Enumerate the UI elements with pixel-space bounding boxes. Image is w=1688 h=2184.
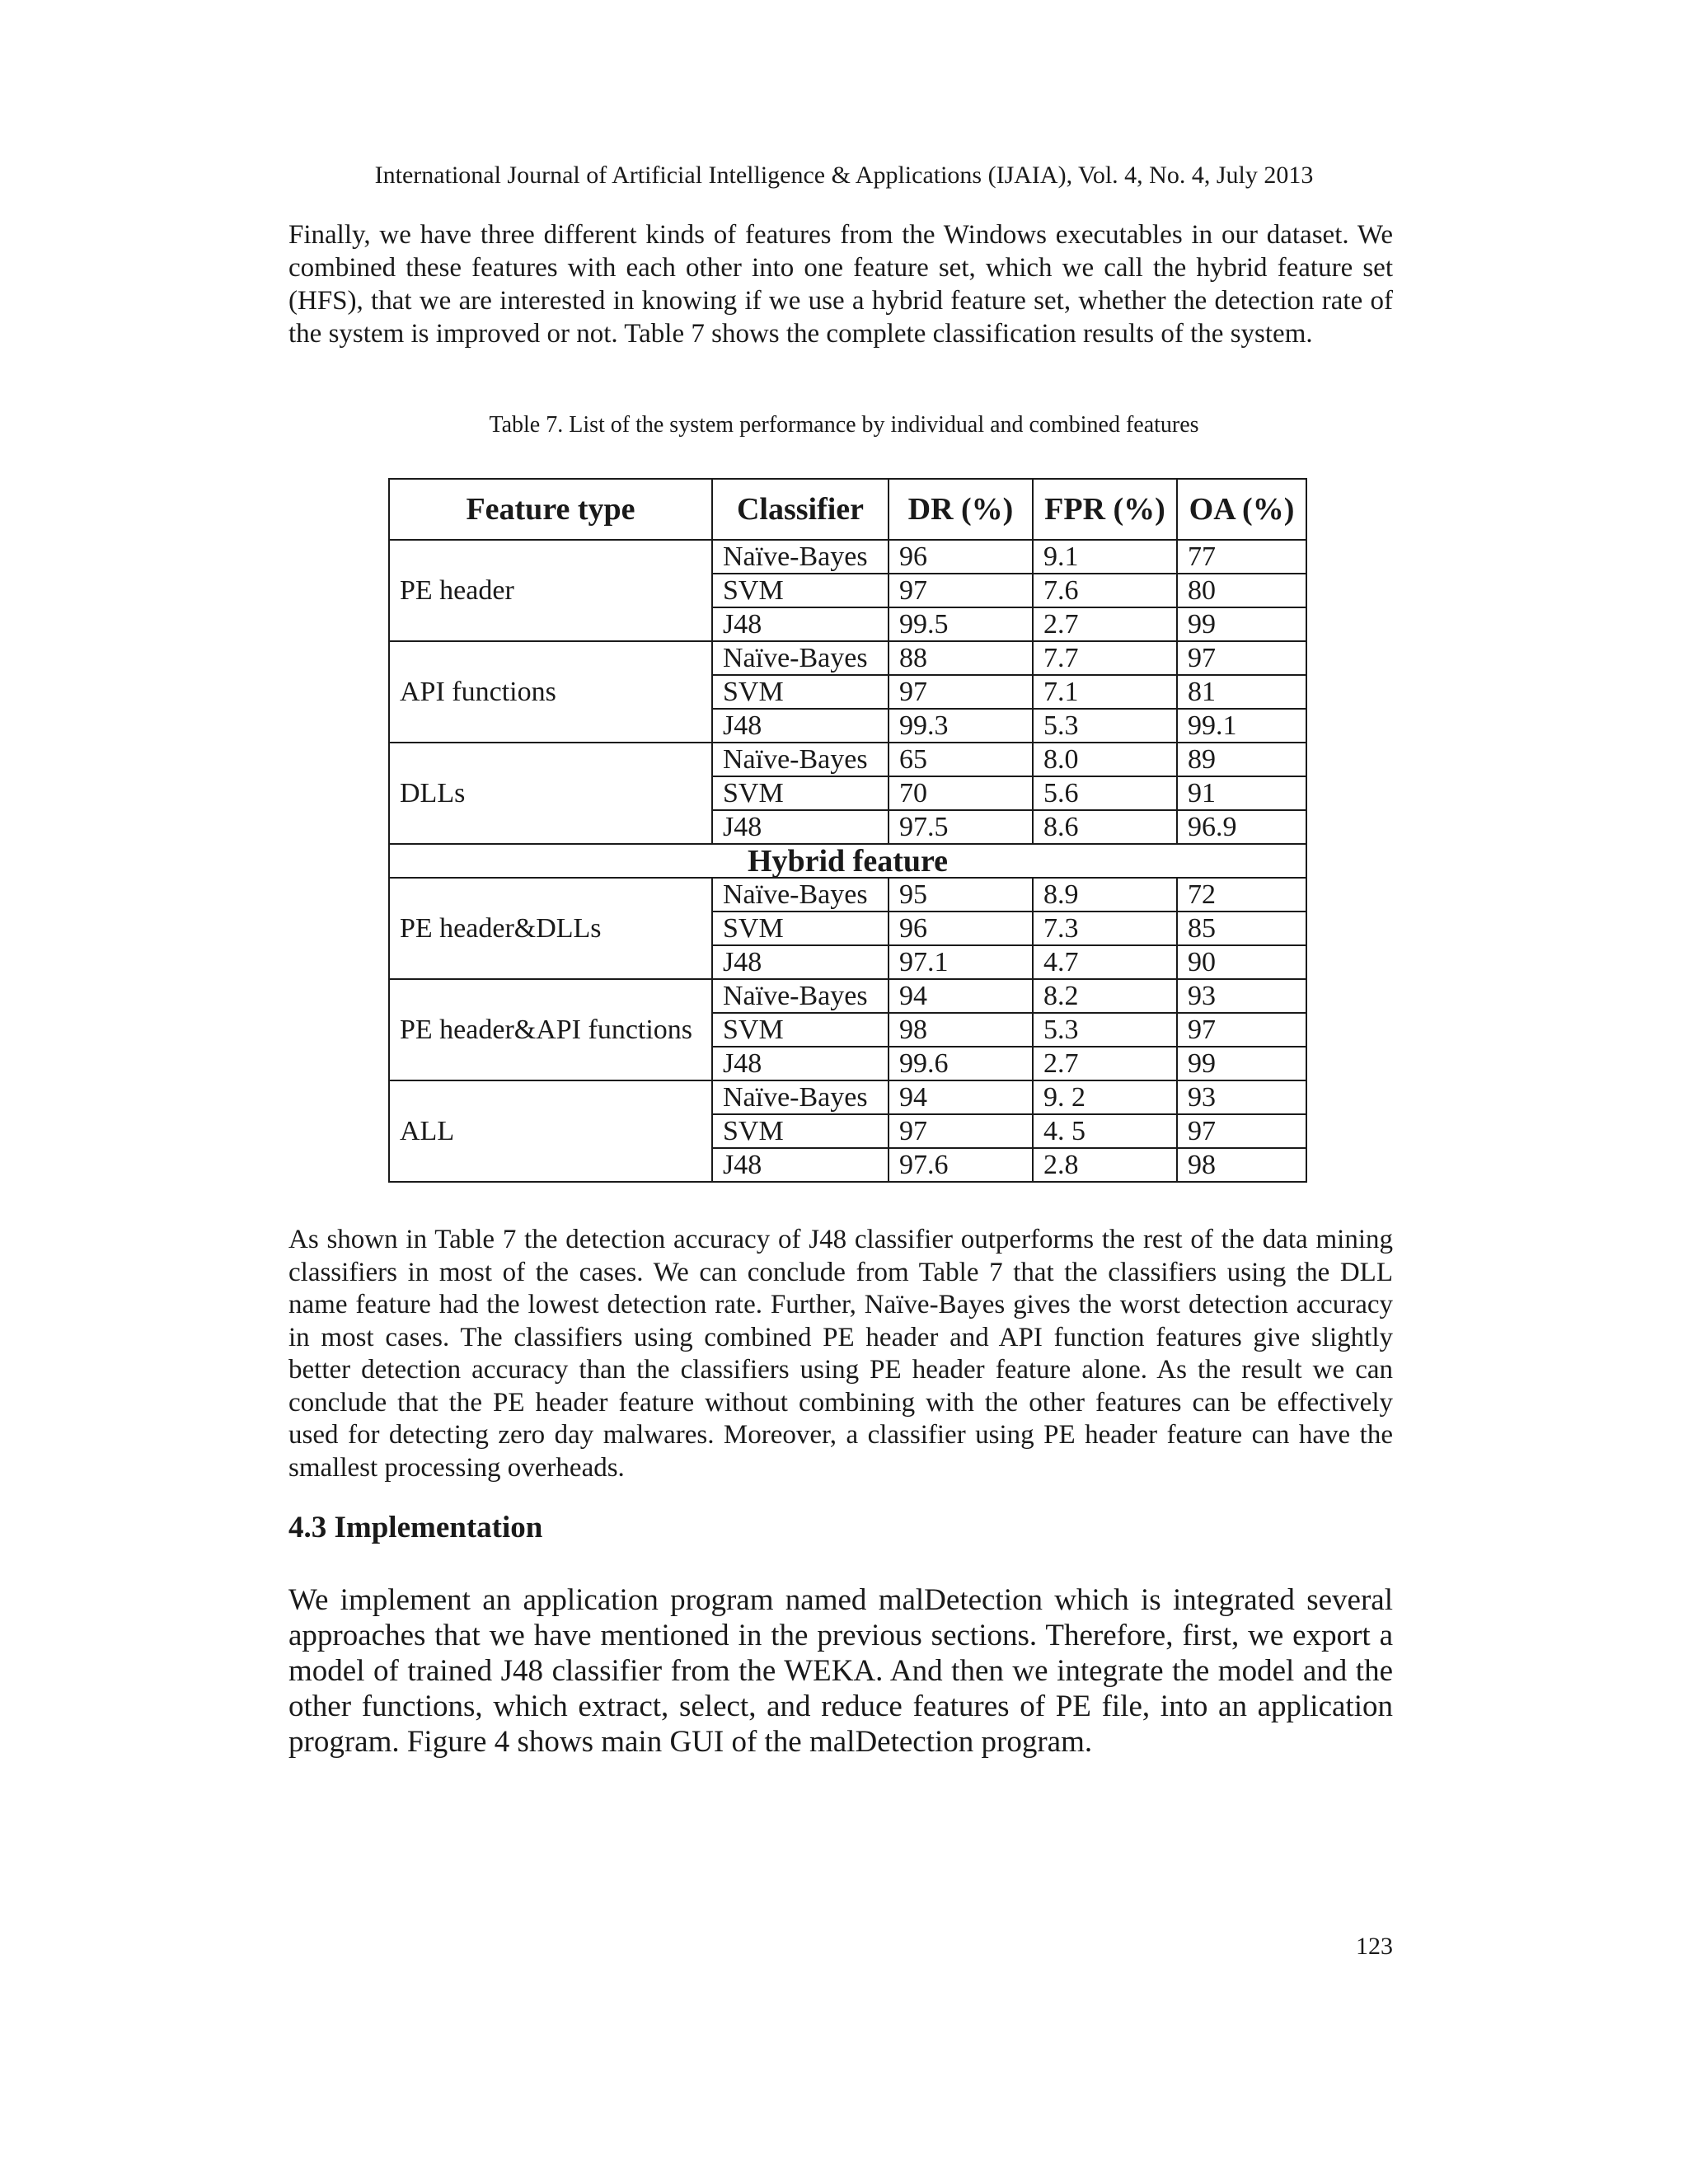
- feature-type-cell: DLLs: [389, 743, 712, 844]
- fpr-cell: 2.7: [1033, 607, 1177, 641]
- oa-cell: 99.1: [1177, 709, 1306, 743]
- classifier-cell: SVM: [712, 1013, 889, 1047]
- fpr-cell: 7.6: [1033, 574, 1177, 607]
- feature-type-cell: PE header&DLLs: [389, 878, 712, 979]
- oa-cell: 98: [1177, 1148, 1306, 1182]
- feature-type-cell: ALL: [389, 1080, 712, 1182]
- oa-cell: 72: [1177, 878, 1306, 912]
- table-row: [389, 878, 1306, 912]
- oa-cell: 91: [1177, 776, 1306, 810]
- fpr-cell: 8.9: [1033, 878, 1177, 912]
- dr-cell: 97.5: [889, 810, 1033, 844]
- hybrid-section-row: [389, 844, 1306, 878]
- fpr-cell: 4.7: [1033, 945, 1177, 979]
- fpr-cell: 5.3: [1033, 1013, 1177, 1047]
- fpr-cell: 2.7: [1033, 1047, 1177, 1080]
- classifier-cell: Naïve-Bayes: [712, 878, 889, 912]
- dr-cell: 97.6: [889, 1148, 1033, 1182]
- classifier-cell: SVM: [712, 1114, 889, 1148]
- classifier-cell: J48: [712, 1047, 889, 1080]
- intro-paragraph: Finally, we have three different kinds of features from the Windows executables in our dataset. We combined these features with each other into one feature set, which we call the hybrid feature set (HFS), that we are interested in knowing if we use a hybrid feature set, whether the detection rate of the system is improved or not. Table 7 shows the complete classification results of the system.: [288, 220, 1393, 349]
- fpr-cell: 7.1: [1033, 675, 1177, 709]
- feature-type-cell: API functions: [389, 641, 712, 743]
- classifier-cell: SVM: [712, 574, 889, 607]
- classifier-cell: J48: [712, 607, 889, 641]
- classifier-cell: Naïve-Bayes: [712, 1080, 889, 1114]
- classifier-cell: J48: [712, 709, 889, 743]
- header-fpr: FPR (%): [1033, 479, 1177, 540]
- table-row: [389, 641, 1306, 675]
- dr-cell: 88: [889, 641, 1033, 675]
- header-oa: OA (%): [1177, 479, 1306, 540]
- fpr-cell: 5.3: [1033, 709, 1177, 743]
- oa-cell: 99: [1177, 1047, 1306, 1080]
- classifier-cell: Naïve-Bayes: [712, 743, 889, 776]
- oa-cell: 81: [1177, 675, 1306, 709]
- fpr-cell: 9. 2: [1033, 1080, 1177, 1114]
- dr-cell: 99.3: [889, 709, 1033, 743]
- hybrid-section-label: Hybrid feature: [389, 844, 1306, 878]
- classifier-cell: Naïve-Bayes: [712, 540, 889, 574]
- oa-cell: 93: [1177, 1080, 1306, 1114]
- dr-cell: 96: [889, 912, 1033, 945]
- classifier-cell: SVM: [712, 912, 889, 945]
- fpr-cell: 2.8: [1033, 1148, 1177, 1182]
- classifier-cell: Naïve-Bayes: [712, 979, 889, 1013]
- dr-cell: 70: [889, 776, 1033, 810]
- dr-cell: 65: [889, 743, 1033, 776]
- oa-cell: 96.9: [1177, 810, 1306, 844]
- dr-cell: 95: [889, 878, 1033, 912]
- page-number: 123: [1356, 1933, 1393, 1960]
- classifier-cell: J48: [712, 1148, 889, 1182]
- oa-cell: 85: [1177, 912, 1306, 945]
- classifier-cell: SVM: [712, 776, 889, 810]
- fpr-cell: 7.3: [1033, 912, 1177, 945]
- oa-cell: 93: [1177, 979, 1306, 1013]
- implementation-paragraph: We implement an application program named malDetection which is integrated several approaches that we have mentioned in the previous sections. Therefore, first, we export a model of trained J48 classifier from the WEKA. And then we integrate the model and the other functions, which extract, select, and reduce features of PE file, into an application program. Figure 4 shows main GUI of the malDetection program.: [288, 1583, 1393, 1759]
- section-heading: 4.3 Implementation: [288, 1511, 543, 1544]
- dr-cell: 97: [889, 1114, 1033, 1148]
- dr-cell: 99.6: [889, 1047, 1033, 1080]
- oa-cell: 77: [1177, 540, 1306, 574]
- fpr-cell: 8.0: [1033, 743, 1177, 776]
- fpr-cell: 4. 5: [1033, 1114, 1177, 1148]
- results-table: [388, 478, 1307, 1183]
- table-header-row: [389, 479, 1306, 540]
- classifier-cell: Naïve-Bayes: [712, 641, 889, 675]
- dr-cell: 97.1: [889, 945, 1033, 979]
- table-row: [389, 540, 1306, 574]
- header-dr: DR (%): [889, 479, 1033, 540]
- dr-cell: 94: [889, 1080, 1033, 1114]
- dr-cell: 96: [889, 540, 1033, 574]
- oa-cell: 97: [1177, 641, 1306, 675]
- table-body: [389, 540, 1306, 1182]
- running-header: International Journal of Artificial Intelligence & Applications (IJAIA), Vol. 4, No. 4, July 2013: [374, 162, 1314, 189]
- dr-cell: 98: [889, 1013, 1033, 1047]
- classifier-cell: J48: [712, 810, 889, 844]
- oa-cell: 99: [1177, 607, 1306, 641]
- table-caption: Table 7. List of the system performance by individual and combined features: [489, 412, 1199, 438]
- classifier-cell: J48: [712, 945, 889, 979]
- discussion-paragraph: As shown in Table 7 the detection accuracy of J48 classifier outperforms the rest of the data mining classifiers in most of the cases. We can conclude from Table 7 that the classifiers using the DLL name feature had the lowest detection rate. Further, Naïve-Bayes gives the worst detection accuracy in most cases. The classifiers using combined PE header and API function features give slightly better detection accuracy than the classifiers using PE header feature alone. As the result we can conclude that the PE header feature without combining with the other features can be effectively used for detecting zero day malwares. Moreover, a classifier using PE header feature can have the smallest processing overheads.: [288, 1225, 1393, 1483]
- classifier-cell: SVM: [712, 675, 889, 709]
- fpr-cell: 9.1: [1033, 540, 1177, 574]
- oa-cell: 97: [1177, 1013, 1306, 1047]
- header-classifier: Classifier: [712, 479, 889, 540]
- table-row: [389, 979, 1306, 1013]
- feature-type-cell: PE header&API functions: [389, 979, 712, 1080]
- oa-cell: 89: [1177, 743, 1306, 776]
- oa-cell: 97: [1177, 1114, 1306, 1148]
- dr-cell: 97: [889, 574, 1033, 607]
- oa-cell: 80: [1177, 574, 1306, 607]
- fpr-cell: 8.2: [1033, 979, 1177, 1013]
- table-row: [389, 1080, 1306, 1114]
- fpr-cell: 8.6: [1033, 810, 1177, 844]
- dr-cell: 97: [889, 675, 1033, 709]
- dr-cell: 99.5: [889, 607, 1033, 641]
- fpr-cell: 5.6: [1033, 776, 1177, 810]
- fpr-cell: 7.7: [1033, 641, 1177, 675]
- dr-cell: 94: [889, 979, 1033, 1013]
- oa-cell: 90: [1177, 945, 1306, 979]
- feature-type-cell: PE header: [389, 540, 712, 641]
- header-feature-type: Feature type: [389, 479, 712, 540]
- table-row: [389, 743, 1306, 776]
